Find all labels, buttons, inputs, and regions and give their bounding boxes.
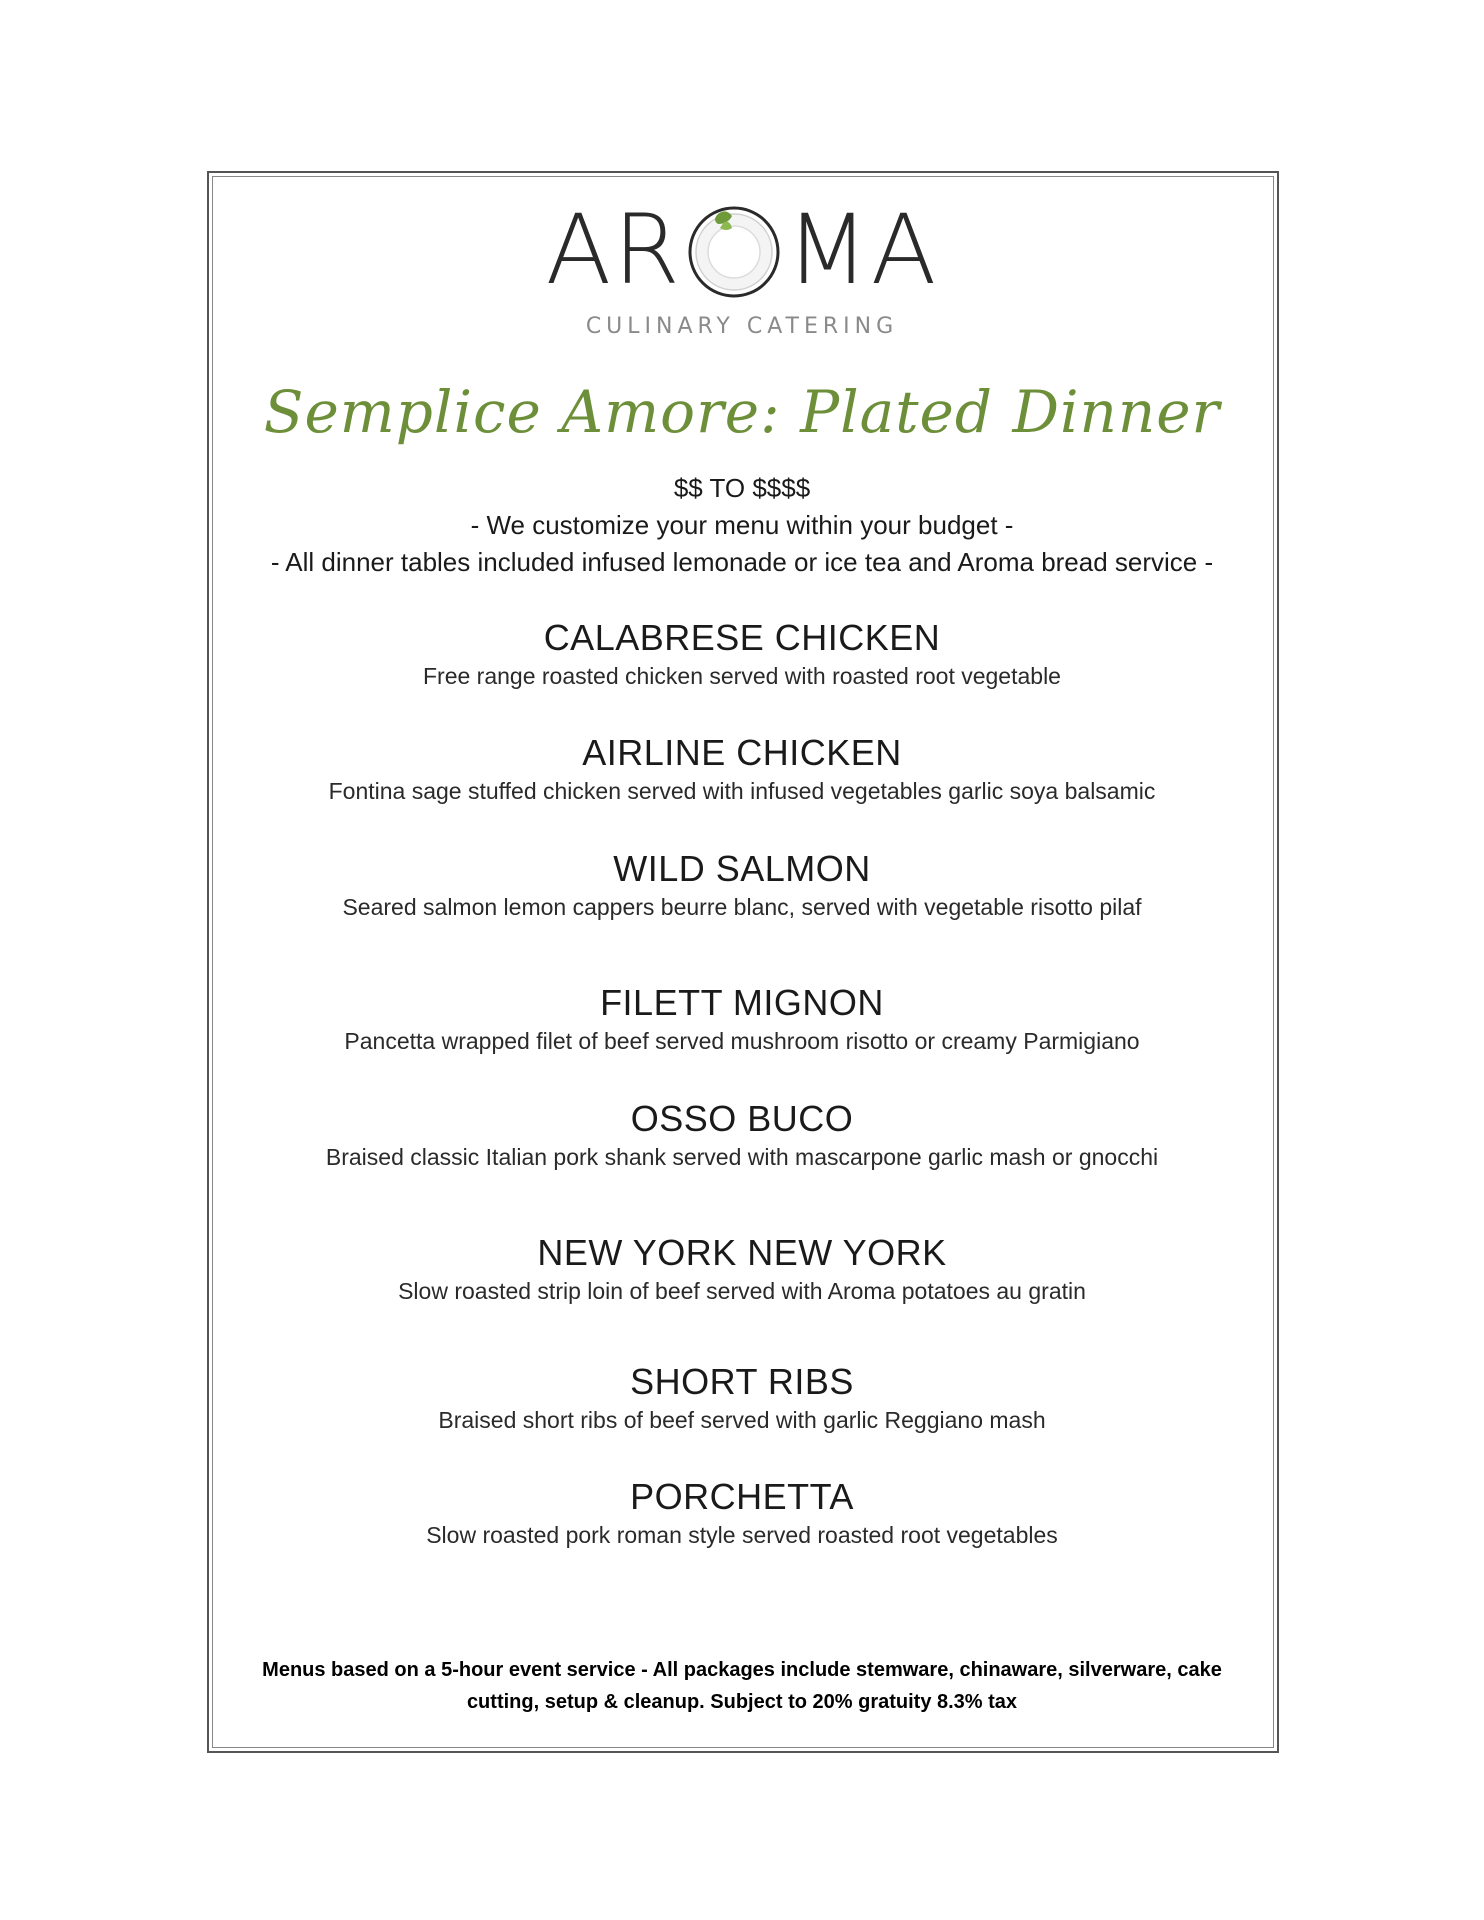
logo-wordmark [545, 194, 939, 306]
aroma-logo [0, 194, 1484, 339]
logo-letters-right: MA [785, 194, 939, 306]
menu-item-name: WILD SALMON [613, 848, 871, 889]
menu-item [0, 731, 1484, 807]
menu-item [0, 1231, 1484, 1307]
menu-item [0, 847, 1484, 923]
menu-intro [0, 470, 1484, 581]
tables-note: - All dinner tables included infused lemonade or ice tea and Aroma bread service - [270, 547, 1214, 577]
menu-item-name: CALABRESE CHICKEN [543, 617, 941, 658]
menu-item [0, 1475, 1484, 1551]
footer-line-2: cutting, setup & cleanup. Subject to 20% gratuity 8.3% tax [466, 1691, 1018, 1713]
menu-item-desc: Fontina sage stuffed chicken served with infused vegetables garlic soya balsamic [328, 778, 1156, 804]
menu-item [0, 1097, 1484, 1173]
menu-item [0, 981, 1484, 1057]
footer-line-1: Menus based on a 5-hour event service - All packages include stemware, chinaware, silverware, cake [262, 1659, 1222, 1681]
budget-note: - We customize your menu within your budget - [470, 510, 1014, 540]
menu-item-desc: Free range roasted chicken served with roasted root vegetable [423, 663, 1061, 689]
menu-item-desc: Seared salmon lemon cappers beurre blanc, served with vegetable risotto pilaf [342, 894, 1142, 920]
logo-letters-left: AR [545, 194, 682, 306]
menu-item-desc: Slow roasted strip loin of beef served with Aroma potatoes au gratin [398, 1278, 1086, 1304]
menu-item-desc: Braised short ribs of beef served with garlic Reggiano mash [438, 1407, 1046, 1433]
menu-item [0, 1360, 1484, 1436]
price-range: $$ TO $$$$ [673, 473, 811, 503]
menu-item-desc: Pancetta wrapped filet of beef served mushroom risotto or creamy Parmigiano [344, 1028, 1140, 1054]
menu-item [0, 616, 1484, 692]
menu-item-name: FILETT MIGNON [600, 982, 884, 1023]
menu-title: Semplice Amore: Plated Dinner [263, 378, 1221, 446]
menu-footer [240, 1654, 1244, 1718]
menu-item-name: AIRLINE CHICKEN [582, 732, 902, 773]
plate-icon [684, 200, 784, 300]
menu-item-name: OSSO BUCO [630, 1098, 854, 1139]
menu-item-desc: Slow roasted pork roman style served roasted root vegetables [426, 1522, 1058, 1548]
menu-item-name: SHORT RIBS [630, 1361, 854, 1402]
menu-item-name: NEW YORK NEW YORK [537, 1232, 947, 1273]
menu-item-desc: Braised classic Italian pork shank served with mascarpone garlic mash or gnocchi [325, 1144, 1159, 1170]
menu-item-name: PORCHETTA [630, 1476, 854, 1517]
logo-subtitle: CULINARY CATERING [585, 314, 899, 339]
